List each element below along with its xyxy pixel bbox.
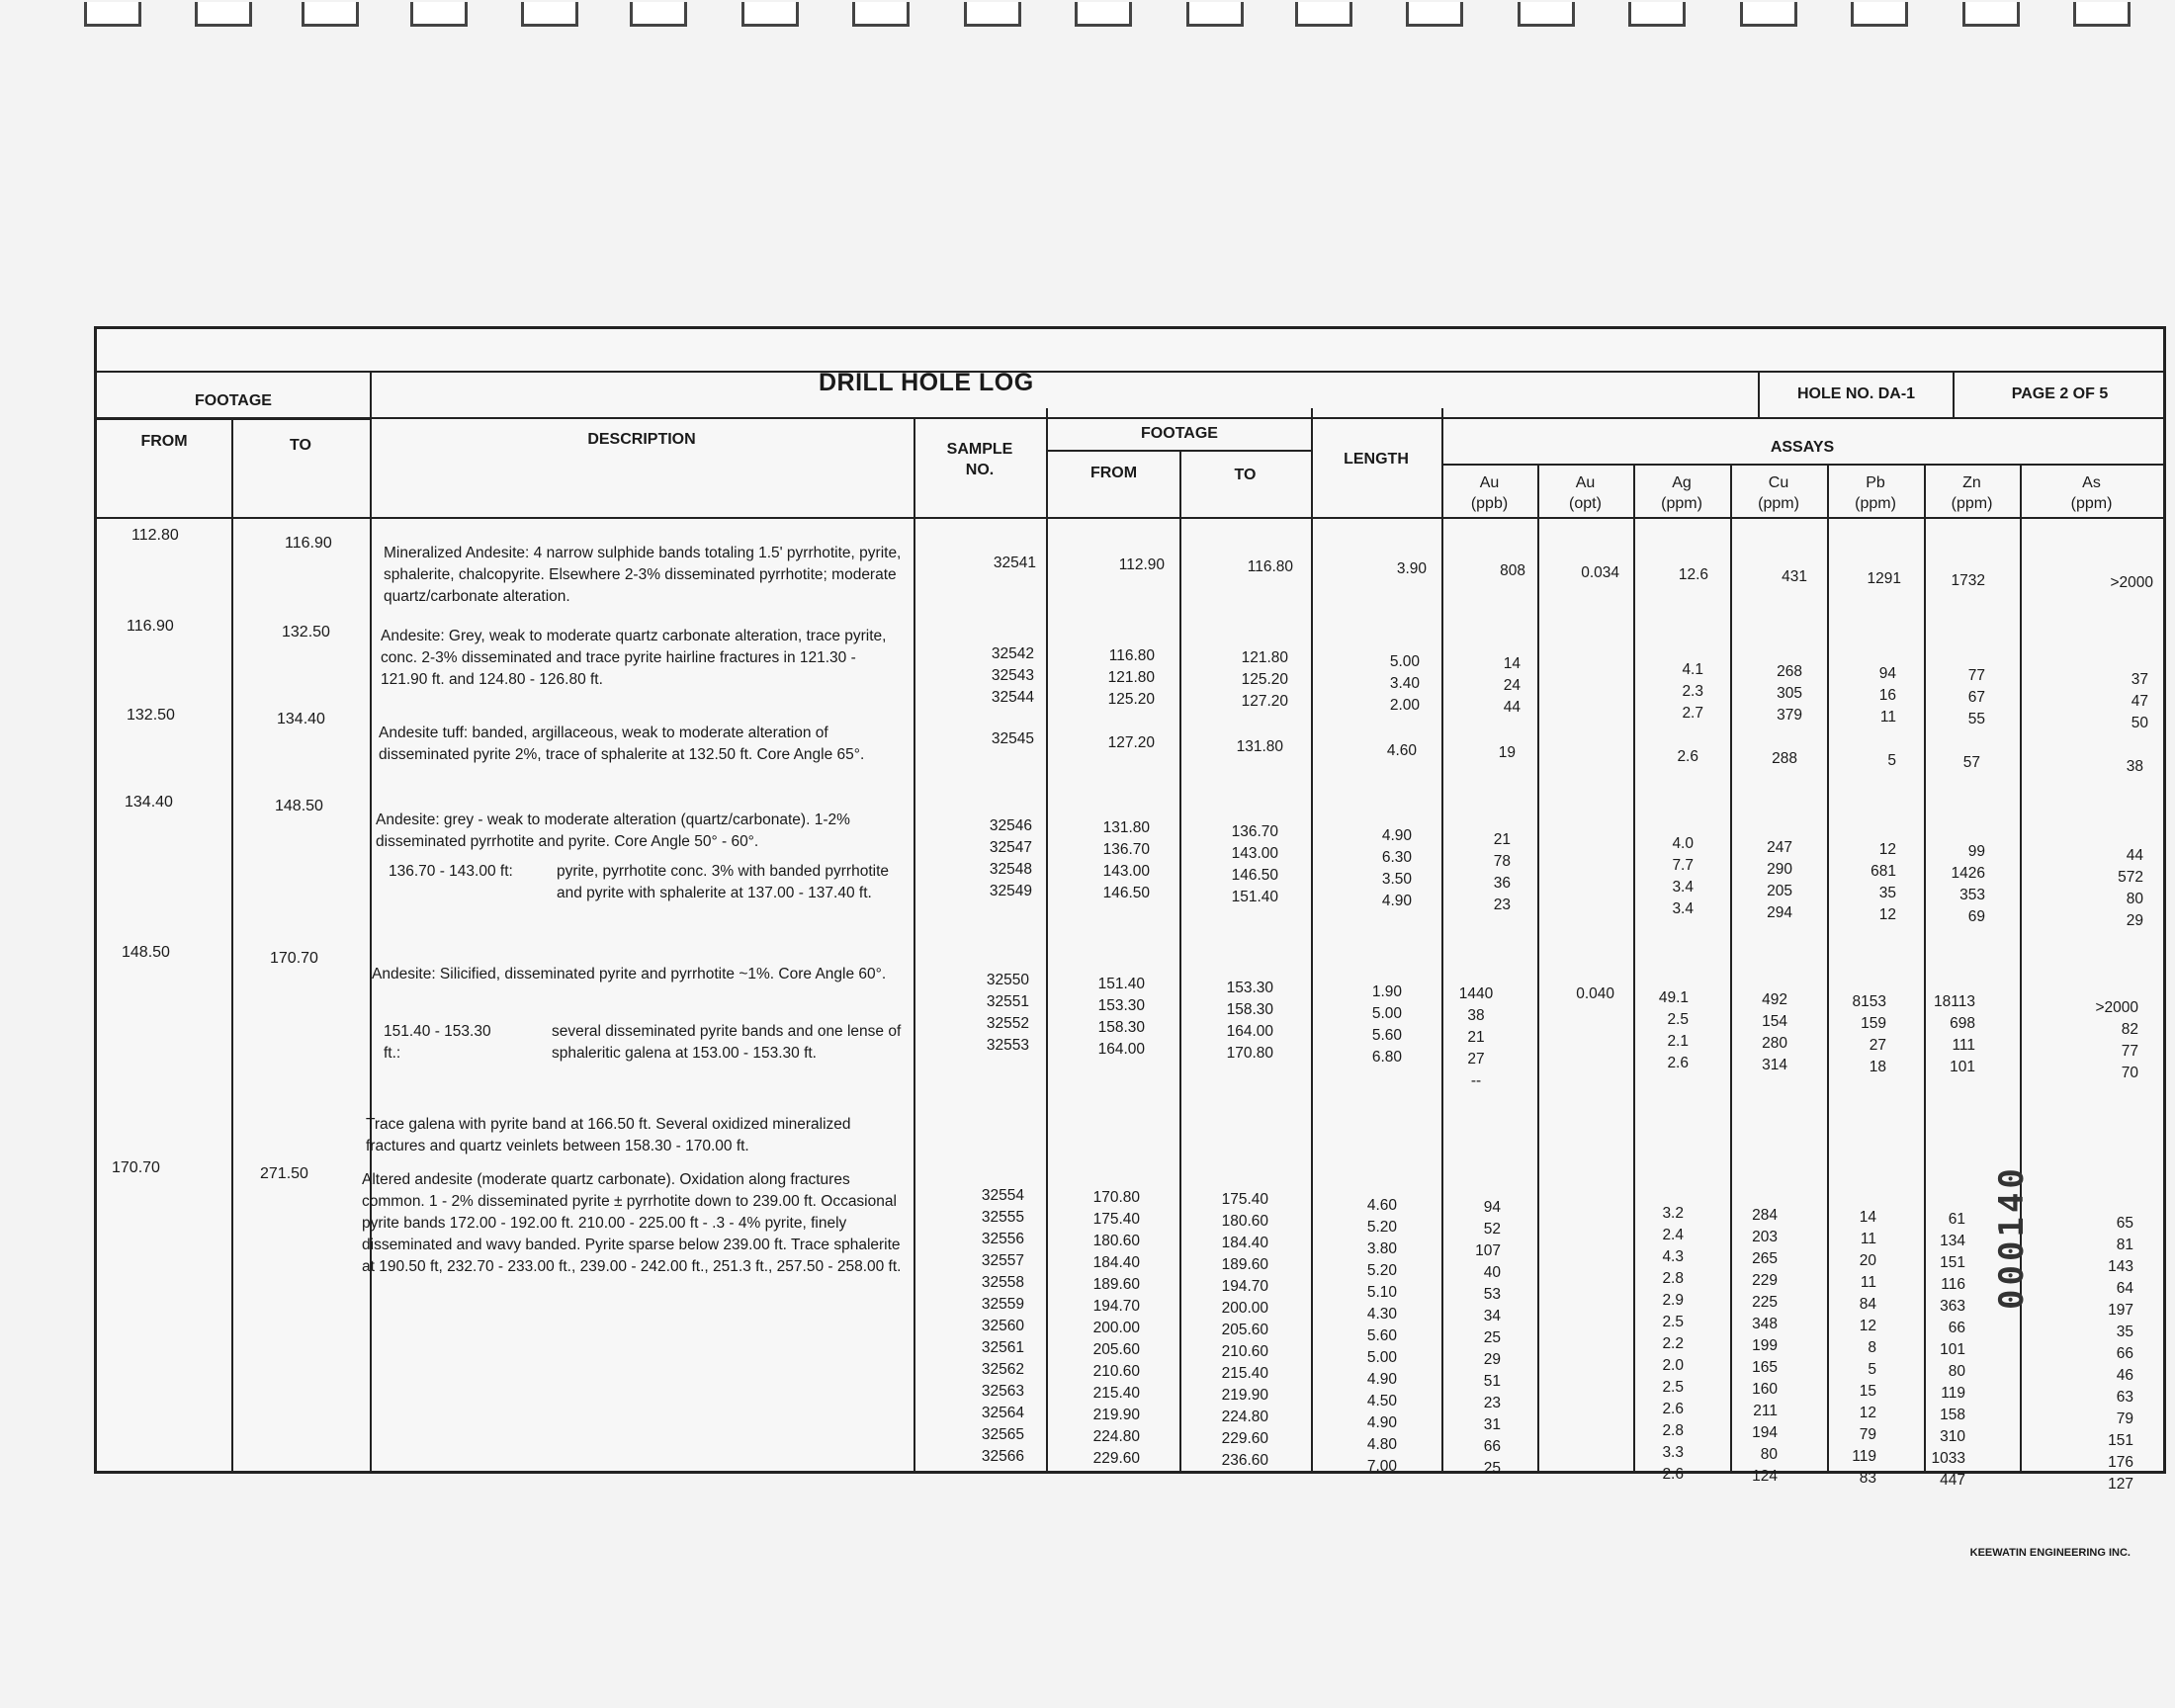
zn-value: 57 bbox=[1962, 754, 1980, 771]
sample-no: 32542 32543 32544 bbox=[991, 645, 1034, 706]
interval-from: 112.80 bbox=[131, 527, 179, 544]
binder-hole bbox=[1628, 2, 1686, 27]
ag-value: 4.1 2.3 2.7 bbox=[1682, 661, 1703, 722]
binder-hole bbox=[964, 2, 1021, 27]
binder-hole bbox=[1406, 2, 1463, 27]
zn-value: 77 67 55 bbox=[1967, 667, 1985, 727]
au-ppb-value: 1440 38 21 27 -- bbox=[1458, 985, 1494, 1089]
from-header: FROM bbox=[140, 433, 188, 450]
sample-from: 127.20 bbox=[1107, 734, 1155, 751]
length-header: LENGTH bbox=[1344, 451, 1409, 468]
binder-hole bbox=[2073, 2, 2131, 27]
interval-to: 148.50 bbox=[275, 798, 323, 814]
sample-footage-header: FOOTAGE bbox=[1141, 425, 1218, 442]
ag-value: 49.1 2.5 2.1 2.6 bbox=[1658, 989, 1689, 1071]
drill-hole-log-table bbox=[94, 326, 2166, 1493]
sample-from: 116.80 121.80 125.20 bbox=[1107, 647, 1155, 708]
sub-note-range: 136.70 - 143.00 ft: bbox=[389, 863, 513, 880]
sample-no: 32554 32555 32556 32557 32558 32559 32560 32561 32562 32563 32564 32565 32566 bbox=[981, 1187, 1024, 1465]
as-value: 44 572 80 29 bbox=[2118, 847, 2143, 929]
sample-from: 112.90 bbox=[1118, 556, 1165, 573]
interval-description: Andesite tuff: banded, argillaceous, weak to moderate alteration of disseminated pyrite 2%, trace of sphalerite at 132.50 ft. Core Angle 65°. bbox=[379, 725, 865, 763]
au-ppb-header: Au (ppb) bbox=[1470, 474, 1509, 512]
interval-description: Andesite: grey - weak to moderate alteration (quartz/carbonate). 1-2% disseminated pyrrhotite and pyrite. Core Angle 50° - 60°. bbox=[376, 811, 850, 850]
page-number: PAGE 2 OF 5 bbox=[1953, 371, 2165, 417]
cu-value: 431 bbox=[1782, 568, 1807, 585]
binder-hole bbox=[741, 2, 799, 27]
ag-value: 2.6 bbox=[1677, 748, 1698, 765]
au-ppb-value: 19 bbox=[1498, 744, 1516, 761]
cu-value: 284 203 265 229 225 348 199 165 160 211 194 80 124 bbox=[1752, 1207, 1778, 1485]
as-header: As (ppm) bbox=[2070, 474, 2113, 512]
interval-to: 132.50 bbox=[282, 624, 330, 640]
sample-length: 4.60 bbox=[1386, 742, 1417, 759]
interval-description: Altered andesite (moderate quartz carbonate). Oxidation along fractures common. 1 - 2% disseminated pyrite ± pyrrhotite down to 239.00 ft. Occasional pyrite bands 172.00 - 192.00 ft. 210.00 - 225.00 ft - .3 - 4% pyrite, finely disseminated and wavy banded. Pyrite sparse below 239.00 ft. Trace sphalerite at 190.50 ft, 232.70 - 233.00 ft., 239.00 - 242.00 ft., 251.3 ft., 257.50 - 258.00 ft. bbox=[362, 1171, 902, 1275]
binder-hole bbox=[521, 2, 578, 27]
pb-value: 12 681 35 12 bbox=[1870, 841, 1896, 923]
binder-holes bbox=[0, 0, 2175, 69]
zn-header: Zn (ppm) bbox=[1951, 474, 1993, 512]
au-opt-header: Au (opt) bbox=[1569, 474, 1602, 512]
au-opt-value: 0.034 bbox=[1581, 564, 1619, 581]
ag-value: 4.0 7.7 3.4 3.4 bbox=[1672, 835, 1694, 917]
binder-hole bbox=[1186, 2, 1244, 27]
pb-header: Pb (ppm) bbox=[1855, 474, 1896, 512]
as-value: 37 47 50 bbox=[2131, 671, 2148, 731]
extra-note: Trace galena with pyrite band at 166.50 ft. Several oxidized mineralized fractures and quartz veinlets between 158.30 - 170.00 ft. bbox=[366, 1116, 851, 1154]
company-footer: KEEWATIN ENGINEERING INC. bbox=[1969, 1547, 2131, 1559]
pb-value: 94 16 11 bbox=[1878, 665, 1896, 726]
cu-header: Cu (ppm) bbox=[1758, 474, 1799, 512]
sample-to: 131.80 bbox=[1236, 738, 1283, 755]
binder-hole bbox=[195, 2, 252, 27]
sample-length: 4.90 6.30 3.50 4.90 bbox=[1381, 827, 1412, 909]
pb-value: 8153 159 27 18 bbox=[1852, 993, 1886, 1075]
pb-value: 1291 bbox=[1867, 570, 1901, 587]
pb-value: 14 11 20 11 84 12 8 5 15 12 79 119 83 bbox=[1852, 1209, 1876, 1487]
binder-hole bbox=[84, 2, 141, 27]
binder-hole bbox=[1075, 2, 1132, 27]
description-header: DESCRIPTION bbox=[587, 431, 696, 448]
sample-to: 175.40 180.60 184.40 189.60 194.70 200.00 205.60 210.60 215.40 219.90 224.80 229.60 236.60 bbox=[1221, 1191, 1268, 1469]
au-ppb-value: 14 24 44 bbox=[1503, 655, 1521, 716]
sample-from: 131.80 136.70 143.00 146.50 bbox=[1102, 819, 1150, 901]
sample-length: 3.90 bbox=[1396, 560, 1427, 577]
interval-to: 271.50 bbox=[260, 1165, 308, 1182]
interval-to: 134.40 bbox=[277, 711, 325, 727]
interval-from: 170.70 bbox=[112, 1159, 160, 1176]
sample-no: 32550 32551 32552 32553 bbox=[986, 972, 1029, 1054]
sample-from: 151.40 153.30 158.30 164.00 bbox=[1097, 976, 1145, 1058]
as-value: >2000 bbox=[2110, 574, 2153, 591]
binder-hole bbox=[1518, 2, 1575, 27]
zn-value: 18113 698 111 101 bbox=[1934, 993, 1975, 1075]
as-value: 38 bbox=[2126, 758, 2143, 775]
sub-note-text: several disseminated pyrite bands and one lense of sphaleritic galena at 153.00 - 153.30 ft. bbox=[552, 1023, 902, 1062]
document-stamp: 000140 bbox=[1992, 1164, 2032, 1310]
interval-description: Mineralized Andesite: 4 narrow sulphide bands totaling 1.5' pyrrhotite, pyrite, sphalerite, chalcopyrite. Elsewhere 2-3% disseminated pyrrhotite; moderate quartz/carbonate alteration. bbox=[384, 545, 902, 605]
to-header: TO bbox=[290, 437, 311, 454]
sample-to-header: TO bbox=[1234, 467, 1257, 483]
binder-hole bbox=[302, 2, 359, 27]
interval-from: 148.50 bbox=[122, 944, 170, 961]
sub-note-text: pyrite, pyrrhotite conc. 3% with banded pyrrhotite and pyrite with sphalerite at 137.00 - 137.40 ft. bbox=[557, 863, 890, 901]
interval-from: 116.90 bbox=[127, 618, 174, 635]
zn-value: 61 134 151 116 363 66 101 80 119 158 310 1033 447 bbox=[1931, 1211, 1965, 1489]
cu-value: 247 290 205 294 bbox=[1767, 839, 1792, 921]
as-value: >2000 82 77 70 bbox=[2095, 999, 2138, 1081]
sample-length: 5.00 3.40 2.00 bbox=[1389, 653, 1420, 714]
binder-hole bbox=[1740, 2, 1797, 27]
sample-to: 153.30 158.30 164.00 170.80 bbox=[1226, 980, 1273, 1062]
sample-no: 32541 bbox=[993, 555, 1036, 571]
sample-no: 32546 32547 32548 32549 bbox=[989, 817, 1032, 899]
binder-hole bbox=[1962, 2, 2020, 27]
sample-from-header: FROM bbox=[1089, 465, 1138, 481]
interval-from: 132.50 bbox=[127, 707, 175, 724]
sample-from: 170.80 175.40 180.60 184.40 189.60 194.70 200.00 205.60 210.60 215.40 219.90 224.80 229.60 bbox=[1092, 1189, 1140, 1467]
au-ppb-value: 21 78 36 23 bbox=[1493, 831, 1511, 913]
interval-to: 170.70 bbox=[270, 950, 318, 967]
sample-length: 1.90 5.00 5.60 6.80 bbox=[1371, 983, 1402, 1066]
sample-to: 121.80 125.20 127.20 bbox=[1241, 649, 1288, 710]
ag-header: Ag (ppm) bbox=[1661, 474, 1702, 512]
binder-hole bbox=[1851, 2, 1908, 27]
cu-value: 288 bbox=[1772, 750, 1797, 767]
au-opt-value: 0.040 bbox=[1576, 985, 1614, 1002]
zn-value: 1732 bbox=[1951, 572, 1985, 589]
interval-description: Andesite: Grey, weak to moderate quartz carbonate alteration, trace pyrite, conc. 2-3% disseminated and trace pyrite hairline fractures in 121.30 - 121.90 ft. and 124.80 - 126.80 ft. bbox=[381, 628, 887, 688]
binder-hole bbox=[852, 2, 910, 27]
sample-no: 32545 bbox=[991, 730, 1034, 747]
hole-number: HOLE NO. DA-1 bbox=[1758, 371, 1953, 417]
sub-note-range: 151.40 - 153.30 ft.: bbox=[384, 1023, 491, 1062]
footage-header: FOOTAGE bbox=[195, 392, 272, 409]
interval-description: Andesite: Silicified, disseminated pyrite and pyrrhotite ~1%. Core Angle 60°. bbox=[372, 966, 887, 982]
pb-value: 5 bbox=[1887, 752, 1896, 769]
page-title: DRILL HOLE LOG bbox=[819, 369, 1034, 396]
assays-header: ASSAYS bbox=[1770, 439, 1835, 456]
sample-no-header: SAMPLE NO. bbox=[946, 441, 1013, 478]
au-ppb-value: 808 bbox=[1500, 562, 1525, 579]
ag-value: 3.2 2.4 4.3 2.8 2.9 2.5 2.2 2.0 2.5 2.6 2.8 3.3 2.6 bbox=[1662, 1205, 1684, 1483]
sample-to: 116.80 bbox=[1247, 558, 1293, 575]
cu-value: 492 154 280 314 bbox=[1762, 991, 1787, 1073]
sample-to: 136.70 143.00 146.50 151.40 bbox=[1231, 823, 1278, 905]
binder-hole bbox=[630, 2, 687, 27]
au-ppb-value: 94 52 107 40 53 34 25 29 51 23 31 66 25 bbox=[1475, 1199, 1501, 1477]
as-value: 65 81 143 64 197 35 66 46 63 79 151 176 127 bbox=[2108, 1215, 2133, 1493]
zn-value: 99 1426 353 69 bbox=[1951, 843, 1985, 925]
cu-value: 268 305 379 bbox=[1777, 663, 1802, 724]
binder-hole bbox=[1295, 2, 1352, 27]
sample-length: 4.60 5.20 3.80 5.20 5.10 4.30 5.60 5.00 4.90 4.50 4.90 4.80 7.00 bbox=[1366, 1197, 1397, 1475]
ag-value: 12.6 bbox=[1678, 566, 1708, 583]
interval-from: 134.40 bbox=[125, 794, 173, 811]
interval-to: 116.90 bbox=[285, 535, 332, 552]
binder-hole bbox=[410, 2, 468, 27]
